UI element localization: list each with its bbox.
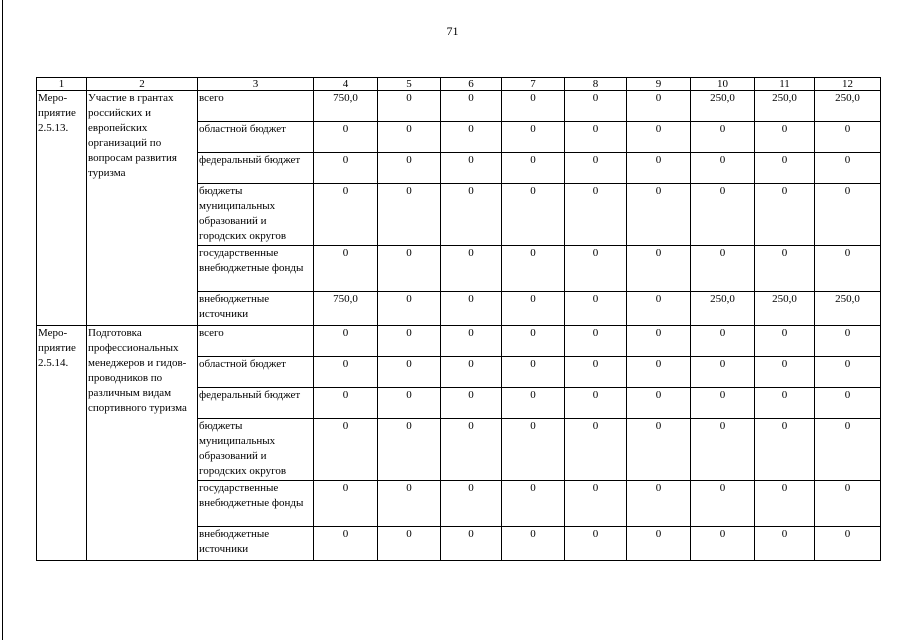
value-cell: 0 (627, 153, 691, 184)
value-cell: 0 (565, 153, 627, 184)
value-cell: 0 (755, 388, 815, 419)
value-cell: 0 (441, 388, 502, 419)
value-cell: 0 (691, 326, 755, 357)
value-cell: 0 (378, 184, 441, 246)
value-cell: 0 (755, 122, 815, 153)
value-cell: 0 (565, 91, 627, 122)
table-body (37, 78, 881, 561)
value-cell: 0 (502, 357, 565, 388)
value-cell: 0 (691, 122, 755, 153)
column-header: 2 (87, 78, 198, 91)
funding-source: бюджеты муниципальных образований и городских округов (198, 184, 314, 246)
value-cell: 0 (502, 122, 565, 153)
value-cell: 0 (691, 184, 755, 246)
value-cell: 0 (378, 292, 441, 326)
value-cell: 0 (565, 357, 627, 388)
value-cell: 0 (815, 357, 881, 388)
value-cell: 0 (378, 527, 441, 561)
column-header: 5 (378, 78, 441, 91)
funding-source: всего (198, 326, 314, 357)
value-cell: 0 (691, 357, 755, 388)
value-cell: 0 (815, 122, 881, 153)
value-cell: 0 (755, 246, 815, 292)
value-cell: 0 (378, 388, 441, 419)
value-cell: 0 (691, 481, 755, 527)
value-cell: 0 (691, 153, 755, 184)
column-header: 6 (441, 78, 502, 91)
value-cell: 0 (378, 357, 441, 388)
measure-title: Участие в грантах российских и европейских организаций по вопросам развития туризма (87, 91, 198, 326)
value-cell: 0 (565, 527, 627, 561)
value-cell: 0 (502, 419, 565, 481)
value-cell: 0 (502, 246, 565, 292)
funding-source: всего (198, 91, 314, 122)
funding-source: внебюджетные источники (198, 292, 314, 326)
value-cell: 0 (627, 246, 691, 292)
value-cell: 0 (314, 246, 378, 292)
value-cell: 0 (815, 419, 881, 481)
value-cell: 0 (691, 527, 755, 561)
column-header: 4 (314, 78, 378, 91)
value-cell: 0 (314, 153, 378, 184)
value-cell: 0 (441, 527, 502, 561)
page-left-border (2, 0, 3, 640)
value-cell: 0 (502, 153, 565, 184)
header-row (37, 78, 881, 91)
column-header: 12 (815, 78, 881, 91)
value-cell: 250,0 (815, 292, 881, 326)
value-cell: 0 (565, 419, 627, 481)
measure-code (37, 91, 87, 326)
value-cell: 0 (815, 153, 881, 184)
value-cell: 0 (755, 481, 815, 527)
value-cell: 0 (441, 184, 502, 246)
funding-source: областной бюджет (198, 357, 314, 388)
value-cell: 0 (627, 419, 691, 481)
column-header: 11 (755, 78, 815, 91)
value-cell: 0 (691, 388, 755, 419)
value-cell: 0 (378, 246, 441, 292)
measure-title: Подготовка профессиональных менеджеров и гидов-проводников по различным видам спортивного туризма (87, 326, 198, 561)
value-cell: 0 (502, 481, 565, 527)
table-row (37, 326, 881, 357)
value-cell: 0 (755, 357, 815, 388)
value-cell: 0 (314, 122, 378, 153)
value-cell: 250,0 (755, 292, 815, 326)
value-cell: 250,0 (691, 292, 755, 326)
column-header: 9 (627, 78, 691, 91)
value-cell: 0 (627, 91, 691, 122)
value-cell: 0 (627, 481, 691, 527)
value-cell: 0 (627, 388, 691, 419)
value-cell: 0 (378, 326, 441, 357)
value-cell: 0 (755, 527, 815, 561)
value-cell: 0 (815, 527, 881, 561)
value-cell: 0 (755, 326, 815, 357)
value-cell: 0 (502, 292, 565, 326)
value-cell: 0 (627, 292, 691, 326)
budget-table (36, 77, 881, 561)
value-cell: 0 (815, 184, 881, 246)
value-cell: 0 (441, 246, 502, 292)
value-cell: 0 (314, 357, 378, 388)
value-cell: 250,0 (691, 91, 755, 122)
value-cell: 0 (441, 481, 502, 527)
value-cell: 0 (441, 91, 502, 122)
measure-code-line: приятие (38, 107, 76, 119)
value-cell: 0 (502, 184, 565, 246)
value-cell: 0 (502, 91, 565, 122)
funding-source: федеральный бюджет (198, 153, 314, 184)
funding-source: областной бюджет (198, 122, 314, 153)
value-cell: 0 (314, 326, 378, 357)
value-cell: 0 (314, 184, 378, 246)
value-cell: 250,0 (755, 91, 815, 122)
value-cell: 750,0 (314, 292, 378, 326)
value-cell: 0 (627, 326, 691, 357)
value-cell: 0 (441, 326, 502, 357)
value-cell: 0 (627, 527, 691, 561)
value-cell: 0 (378, 419, 441, 481)
measure-code-line: 2.5.13. (38, 122, 69, 134)
value-cell: 0 (815, 326, 881, 357)
funding-source: государственные внебюджетные фонды (198, 481, 314, 527)
value-cell: 0 (378, 91, 441, 122)
value-cell: 0 (314, 481, 378, 527)
value-cell: 0 (441, 292, 502, 326)
value-cell: 0 (378, 122, 441, 153)
value-cell: 0 (441, 122, 502, 153)
value-cell: 750,0 (314, 91, 378, 122)
value-cell: 0 (314, 419, 378, 481)
value-cell: 0 (691, 246, 755, 292)
value-cell: 0 (691, 419, 755, 481)
value-cell: 0 (627, 184, 691, 246)
measure-code-line: приятие (38, 342, 76, 354)
value-cell: 0 (755, 153, 815, 184)
column-header: 3 (198, 78, 314, 91)
value-cell: 0 (565, 326, 627, 357)
value-cell: 0 (502, 326, 565, 357)
funding-source: государственные внебюджетные фонды (198, 246, 314, 292)
value-cell: 0 (565, 246, 627, 292)
value-cell: 0 (441, 419, 502, 481)
funding-source: бюджеты муниципальных образований и городских округов (198, 419, 314, 481)
value-cell: 0 (627, 122, 691, 153)
measure-code-line: Меро- (38, 92, 68, 104)
page-number: 71 (446, 24, 459, 38)
value-cell: 0 (815, 246, 881, 292)
value-cell: 0 (815, 388, 881, 419)
column-header: 10 (691, 78, 755, 91)
value-cell: 0 (314, 388, 378, 419)
value-cell: 0 (502, 527, 565, 561)
column-header: 8 (565, 78, 627, 91)
value-cell: 0 (378, 153, 441, 184)
value-cell: 0 (627, 357, 691, 388)
value-cell: 0 (565, 184, 627, 246)
value-cell: 0 (755, 419, 815, 481)
value-cell: 0 (565, 481, 627, 527)
measure-code-line: 2.5.14. (38, 357, 69, 369)
value-cell: 0 (565, 292, 627, 326)
value-cell: 0 (502, 388, 565, 419)
value-cell: 0 (441, 153, 502, 184)
measure-code-line: Меро- (38, 327, 68, 339)
value-cell: 0 (565, 388, 627, 419)
value-cell: 0 (755, 184, 815, 246)
funding-source: федеральный бюджет (198, 388, 314, 419)
column-header: 7 (502, 78, 565, 91)
value-cell: 0 (441, 357, 502, 388)
value-cell: 0 (314, 527, 378, 561)
measure-code (37, 326, 87, 561)
table-row (37, 91, 881, 122)
value-cell: 0 (565, 122, 627, 153)
value-cell: 250,0 (815, 91, 881, 122)
value-cell: 0 (378, 481, 441, 527)
column-header: 1 (37, 78, 87, 91)
funding-source: внебюджетные источники (198, 527, 314, 561)
value-cell: 0 (815, 481, 881, 527)
